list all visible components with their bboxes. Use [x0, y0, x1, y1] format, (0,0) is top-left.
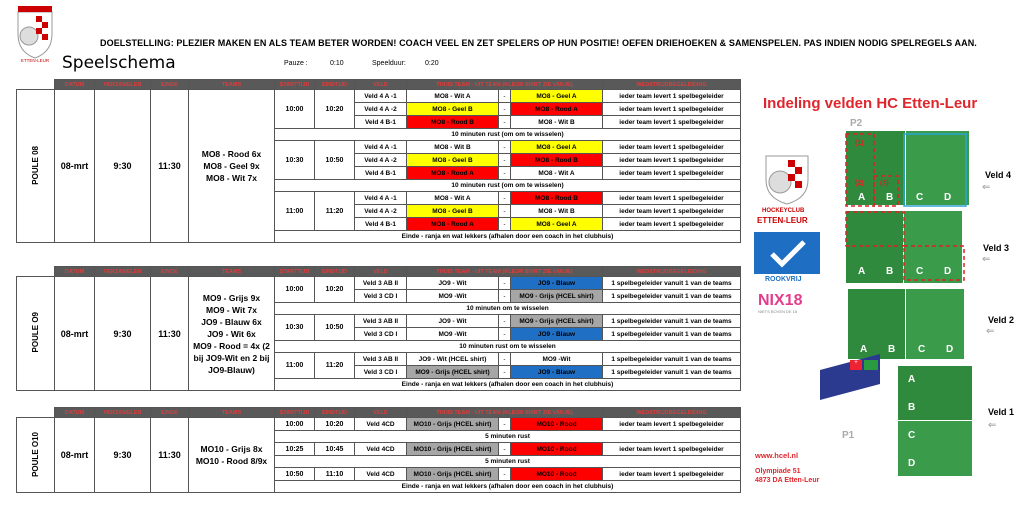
datum-cell — [55, 277, 95, 391]
team-entry: MO9 - Rood = 4x (2 bij JO9-Wit en 2 bij JO9-Blauw) — [193, 340, 270, 375]
column-header: VERZAMELEN — [95, 80, 151, 90]
arrow-left-icon: ⇐ — [982, 182, 991, 193]
table-row — [17, 90, 741, 103]
column-header: VERZAMELEN — [95, 267, 151, 277]
rust-note: 10 minuten rust (om om te wisselen) — [275, 129, 741, 141]
datum-cell — [55, 418, 95, 493]
starttijd-cell: 10:25 — [275, 443, 315, 456]
address-city: 4873 DA Etten-Leur — [755, 477, 820, 484]
veld-cell: Veld 3 AB II — [355, 315, 407, 328]
versus-dash: - — [499, 443, 511, 456]
check-icon — [754, 232, 820, 274]
veld-cell: Veld 4 B-1 — [355, 218, 407, 231]
home-team-cell: MO8 - Geel B — [407, 154, 499, 167]
column-header: STARTTIJD — [275, 80, 315, 90]
parking-p2: P2 — [850, 118, 863, 129]
eindtijd-cell: 10:45 — [315, 443, 355, 456]
eindtijd-cell: 10:50 — [315, 141, 355, 180]
versus-dash: - — [499, 116, 511, 129]
einde-note: Einde - ranja en wat lekkers (afhalen door een coach in het clubhuis) — [275, 379, 741, 391]
einde-cell — [151, 90, 189, 243]
speelduur-value: 0:20 — [425, 60, 439, 67]
first-aid-icon: + — [850, 360, 862, 370]
poule-name — [17, 277, 55, 391]
einde-cell-text: 11:30 — [158, 328, 181, 339]
away-team-cell: MO8 - Wit B — [511, 205, 603, 218]
begeleiding-cell: 1 spelbegeleider vanuit 1 van de teams — [603, 328, 741, 341]
poule-name-text: POULE O9 — [31, 312, 40, 353]
veld-cell: Veld 4 A -1 — [355, 192, 407, 205]
begeleiding-cell: 1 spelbegeleider vanuit 1 van de teams — [603, 277, 741, 290]
team-entry: MO9 - Grijs 9x — [202, 292, 261, 303]
team-entry: MO9 - Wit 7x — [206, 304, 257, 315]
verzamelen-cell-text: 9:30 — [113, 450, 132, 460]
datum-cell-text: 08-mrt — [60, 328, 89, 339]
veld-cell: Veld 4 A -2 — [355, 154, 407, 167]
page-title: Speelschema — [62, 53, 176, 73]
column-header: WEDSTRIJDBEGELEIDING — [603, 408, 741, 418]
versus-dash: - — [499, 353, 511, 366]
column-header: VELD — [355, 80, 407, 90]
veld-cell: Veld 4 B-1 — [355, 167, 407, 180]
einde-note: Einde - ranja en wat lekkers (afhalen door een coach in het clubhuis) — [275, 481, 741, 493]
home-team-cell: MO9 -Wit — [407, 290, 499, 303]
column-header: EINDE — [151, 267, 189, 277]
veld2-label: Veld 2 — [988, 315, 1015, 325]
begeleiding-cell: ieder team levert 1 spelbegeleider — [603, 192, 741, 205]
column-header: EINDTIJD — [315, 267, 355, 277]
home-team-cell: MO8 - Rood A — [407, 218, 499, 231]
veld-cell: Veld 3 AB II — [355, 353, 407, 366]
column-header: THUIS TEAM - UIT TEAM (KLEUR SHIRT ZIE VAKJE) — [407, 408, 603, 418]
team-entry: MO8 - Wit 7x — [206, 173, 257, 183]
veld2-b: B — [888, 344, 896, 355]
einde-cell — [151, 418, 189, 493]
begeleiding-cell: 1 spelbegeleider vanuit 1 van de teams — [603, 290, 741, 303]
veld4-a: A — [858, 192, 866, 203]
veld-cell: Veld 4 A -1 — [355, 141, 407, 154]
column-header: VERZAMELEN — [95, 408, 151, 418]
eindtijd-cell: 11:20 — [315, 353, 355, 379]
column-header: EINDE — [151, 80, 189, 90]
nix18-sub: NIETS BOVEN DE 18 — [758, 309, 798, 314]
rust-note: 5 minuten rust — [275, 431, 741, 443]
home-team-cell: MO8 - Geel B — [407, 103, 499, 116]
eindtijd-cell: 10:20 — [315, 418, 355, 431]
column-header: WEDSTRIJDBEGELEIDING — [603, 267, 741, 277]
nix18-logo: NIX18 — [758, 292, 803, 309]
column-header: EINDTIJD — [315, 408, 355, 418]
veld4-b: B — [886, 192, 894, 203]
rust-note: 10 minuten om te wisselen — [275, 303, 741, 315]
team-entry: MO10 - Rood 8/9x — [195, 456, 268, 466]
team-entry: MO8 - Geel 9x — [203, 161, 260, 171]
home-team-cell: MO8 - Rood B — [407, 116, 499, 129]
versus-dash: - — [499, 90, 511, 103]
begeleiding-cell: ieder team levert 1 spelbegeleider — [603, 154, 741, 167]
schedule-table-poule08 — [16, 79, 741, 243]
veld-cell: Veld 4CD — [355, 418, 407, 431]
map-club-name: HOCKEYCLUB — [762, 208, 805, 214]
poule-name — [17, 418, 55, 493]
datum-cell — [55, 90, 95, 243]
column-header: WEDSTRIJDBEGELEIDING — [603, 80, 741, 90]
slogan: DOELSTELLING: PLEZIER MAKEN EN ALS TEAM BETER WORDEN! COACH VEEL EN ZET SPELERS OP HUN POSITIE! OEFEN DRIEHOEKEN & SAMENSPELEN. PAS INDIEN NODIG SPELREGELS AAN. — [100, 38, 977, 48]
starttijd-cell: 10:50 — [275, 468, 315, 481]
begeleiding-cell: ieder team levert 1 spelbegeleider — [603, 418, 741, 431]
column-header: EINDTIJD — [315, 80, 355, 90]
column-header: EINDE — [151, 408, 189, 418]
team-entry: JO9 - Wit 6x — [207, 328, 256, 339]
versus-dash: - — [499, 141, 511, 154]
schedule-table-poule09 — [16, 266, 741, 391]
veld1-label: Veld 1 — [988, 407, 1015, 417]
verzamelen-cell — [95, 90, 151, 243]
verzamelen-cell-text: 9:30 — [113, 161, 132, 171]
veld2-a: A — [860, 344, 868, 355]
mark-1: (1) — [855, 140, 864, 147]
versus-dash: - — [499, 192, 511, 205]
starttijd-cell: 10:30 — [275, 315, 315, 341]
away-team-cell: JO9 - Blauw — [511, 366, 603, 379]
away-team-cell: MO9 - Grijs (HCEL shirt) — [511, 290, 603, 303]
map-club-city: ETTEN-LEUR — [757, 216, 808, 225]
club-logo — [14, 4, 56, 64]
versus-dash: - — [499, 290, 511, 303]
veld-cell: Veld 3 CD I — [355, 366, 407, 379]
eindtijd-cell: 11:20 — [315, 192, 355, 231]
away-team-cell: MO8 - Wit A — [511, 167, 603, 180]
pauze-value: 0:10 — [330, 60, 344, 67]
away-team-cell: JO9 - Blauw — [511, 277, 603, 290]
begeleiding-cell: ieder team levert 1 spelbegeleider — [603, 205, 741, 218]
column-header: THUIS TEAM - UIT TEAM (KLEUR SHIRT ZIE VAKJE) — [407, 80, 603, 90]
einde-cell-text: 11:30 — [158, 450, 181, 460]
home-team-cell: JO9 - Wit (HCEL shirt) — [407, 353, 499, 366]
team-entry: MO10 - Grijs 8x — [200, 444, 263, 454]
aed-icon — [864, 360, 878, 370]
home-team-cell: MO10 - Grijs (HCEL shirt) — [407, 443, 499, 456]
away-team-cell: MO8 - Geel A — [511, 141, 603, 154]
poule-name — [17, 90, 55, 243]
veld-cell: Veld 3 AB II — [355, 277, 407, 290]
away-team-cell: MO8 - Geel A — [511, 218, 603, 231]
versus-dash: - — [499, 366, 511, 379]
veld3-label: Veld 3 — [983, 243, 1010, 253]
away-team-cell: MO8 - Rood B — [511, 154, 603, 167]
away-team-cell: MO10 - Rood — [511, 443, 603, 456]
veld-dashed-overlay — [840, 126, 975, 286]
home-team-cell: MO8 - Wit B — [407, 141, 499, 154]
home-team-cell: MO8 - Wit A — [407, 90, 499, 103]
veld-cell: Veld 4CD — [355, 468, 407, 481]
home-team-cell: JO9 - Wit — [407, 315, 499, 328]
header-blank — [17, 408, 55, 418]
einde-cell — [151, 277, 189, 391]
home-team-cell: MO9 -Wit — [407, 328, 499, 341]
veld-cell: Veld 4 A -1 — [355, 90, 407, 103]
veld3-b: B — [886, 266, 894, 277]
begeleiding-cell: 1 spelbegeleider vanuit 1 van de teams — [603, 366, 741, 379]
begeleiding-cell: ieder team levert 1 spelbegeleider — [603, 167, 741, 180]
address-street: Olympiade 51 — [755, 468, 801, 475]
poule-name-text: POULE 08 — [31, 145, 40, 185]
begeleiding-cell: 1 spelbegeleider vanuit 1 van de teams — [603, 353, 741, 366]
veld2-c: C — [918, 344, 926, 355]
team-entry: MO8 - Rood 6x — [201, 149, 262, 159]
column-header: TEAMS — [189, 267, 275, 277]
veld-cell: Veld 4 A -2 — [355, 205, 407, 218]
away-team-cell: MO9 - Grijs (HCEL shirt) — [511, 315, 603, 328]
eindtijd-cell: 10:50 — [315, 315, 355, 341]
poule-name-text: POULE O10 — [31, 431, 40, 477]
begeleiding-cell: ieder team levert 1 spelbegeleider — [603, 90, 741, 103]
arrow-left-icon: ⇐ — [982, 254, 991, 265]
rookvrij-label: ROOKVRIJ — [765, 276, 802, 283]
away-team-cell: MO9 -Wit — [511, 353, 603, 366]
veld-cell: Veld 3 CD I — [355, 290, 407, 303]
teams-cell — [189, 90, 275, 243]
home-team-cell: MO8 - Wit A — [407, 192, 499, 205]
verzamelen-cell — [95, 277, 151, 391]
away-team-cell: MO8 - Rood B — [511, 192, 603, 205]
versus-dash: - — [499, 154, 511, 167]
veld-cell: Veld 4 A -2 — [355, 103, 407, 116]
away-team-cell: MO8 - Wit B — [511, 116, 603, 129]
datum-cell-text: 08-mrt — [60, 450, 89, 460]
mark-2: (2) — [855, 180, 864, 187]
pauze-label: Pauze : — [284, 60, 308, 67]
arrow-left-icon: ⇐ — [986, 326, 995, 337]
starttijd-cell: 10:00 — [275, 418, 315, 431]
begeleiding-cell: ieder team levert 1 spelbegeleider — [603, 443, 741, 456]
versus-dash: - — [499, 103, 511, 116]
column-header: TEAMS — [189, 80, 275, 90]
away-team-cell: MO10 - Rood — [511, 418, 603, 431]
column-header: STARTTIJD — [275, 267, 315, 277]
home-team-cell: JO9 - Wit — [407, 277, 499, 290]
away-team-cell: MO10 - Rood — [511, 468, 603, 481]
versus-dash: - — [499, 277, 511, 290]
begeleiding-cell: ieder team levert 1 spelbegeleider — [603, 468, 741, 481]
versus-dash: - — [499, 315, 511, 328]
header-blank — [17, 267, 55, 277]
begeleiding-cell: ieder team levert 1 spelbegeleider — [603, 116, 741, 129]
eindtijd-cell: 10:20 — [315, 90, 355, 129]
home-team-cell: MO10 - Grijs (HCEL shirt) — [407, 468, 499, 481]
column-header: VELD — [355, 408, 407, 418]
veld3-d: D — [944, 266, 952, 277]
veld1-d: D — [908, 458, 916, 469]
column-header: DATUM — [55, 267, 95, 277]
column-header: VELD — [355, 267, 407, 277]
away-team-cell: MO8 - Geel A — [511, 90, 603, 103]
arrow-left-icon: ⇐ — [988, 420, 997, 431]
team-entry: JO9 - Blauw 6x — [201, 316, 262, 327]
starttijd-cell: 11:00 — [275, 353, 315, 379]
eindtijd-cell: 11:10 — [315, 468, 355, 481]
starttijd-cell: 11:00 — [275, 192, 315, 231]
versus-dash: - — [499, 167, 511, 180]
home-team-cell: MO8 - Rood A — [407, 167, 499, 180]
rust-note: 5 minuten rust — [275, 456, 741, 468]
versus-dash: - — [499, 418, 511, 431]
starttijd-cell: 10:30 — [275, 141, 315, 180]
rookvrij-badge — [754, 232, 820, 274]
table-header-row — [17, 408, 741, 418]
schedule-table-poule010 — [16, 407, 741, 493]
versus-dash: - — [499, 328, 511, 341]
datum-cell-text: 08-mrt — [60, 161, 89, 171]
club-logo-map — [760, 150, 814, 214]
header-blank — [17, 80, 55, 90]
veld2-d: D — [946, 344, 954, 355]
mark-3: (3) — [880, 180, 889, 187]
svg-text:ETTEN-LEUR: ETTEN-LEUR — [20, 58, 50, 63]
verzamelen-cell — [95, 418, 151, 493]
veld1-c: C — [908, 430, 916, 441]
veld3-c: C — [916, 266, 924, 277]
versus-dash: - — [499, 468, 511, 481]
table-row — [17, 277, 741, 290]
begeleiding-cell: ieder team levert 1 spelbegeleider — [603, 218, 741, 231]
home-team-cell: MO10 - Grijs (HCEL shirt) — [407, 418, 499, 431]
eindtijd-cell: 10:20 — [315, 277, 355, 303]
veld3-a: A — [858, 266, 866, 277]
table-header-row — [17, 80, 741, 90]
versus-dash: - — [499, 218, 511, 231]
begeleiding-cell: 1 spelbegeleider vanuit 1 van de teams — [603, 315, 741, 328]
versus-dash: - — [499, 205, 511, 218]
einde-cell-text: 11:30 — [158, 161, 181, 171]
starttijd-cell: 10:00 — [275, 277, 315, 303]
veld-cell: Veld 4 B-1 — [355, 116, 407, 129]
teams-cell — [189, 277, 275, 391]
website: www.hcel.nl — [755, 451, 799, 460]
rust-note: 10 minuten rust om te wisselen — [275, 341, 741, 353]
column-header: DATUM — [55, 408, 95, 418]
veld4-c: C — [916, 192, 924, 203]
column-header: TEAMS — [189, 408, 275, 418]
home-team-cell: MO9 - Grijs (HCEL shirt) — [407, 366, 499, 379]
table-row — [17, 418, 741, 431]
einde-note: Einde - ranja en wat lekkers (afhalen door een coach in het clubhuis) — [275, 231, 741, 243]
veld-cell: Veld 3 CD I — [355, 328, 407, 341]
address — [755, 467, 819, 485]
veld1-b: B — [908, 402, 916, 413]
table-header-row — [17, 267, 741, 277]
home-team-cell: MO8 - Geel B — [407, 205, 499, 218]
map-title: Indeling velden HC Etten-Leur — [763, 95, 978, 112]
begeleiding-cell: ieder team levert 1 spelbegeleider — [603, 141, 741, 154]
veld1-a: A — [908, 374, 916, 385]
veld-cell: Veld 4CD — [355, 443, 407, 456]
teams-cell — [189, 418, 275, 493]
column-header: THUIS TEAM - UIT TEAM (KLEUR SHIRT ZIE VAKJE) — [407, 267, 603, 277]
column-header: STARTTIJD — [275, 408, 315, 418]
starttijd-cell: 10:00 — [275, 90, 315, 129]
rust-note: 10 minuten rust (om om te wisselen) — [275, 180, 741, 192]
away-team-cell: JO9 - Blauw — [511, 328, 603, 341]
begeleiding-cell: ieder team levert 1 spelbegeleider — [603, 103, 741, 116]
column-header: DATUM — [55, 80, 95, 90]
veld4-label: Veld 4 — [985, 170, 1012, 180]
verzamelen-cell-text: 9:30 — [113, 328, 132, 339]
away-team-cell: MO8 - Rood A — [511, 103, 603, 116]
veld4-d: D — [944, 192, 952, 203]
speelduur-label: Speelduur: — [372, 60, 406, 67]
parking-p1: P1 — [842, 430, 855, 441]
